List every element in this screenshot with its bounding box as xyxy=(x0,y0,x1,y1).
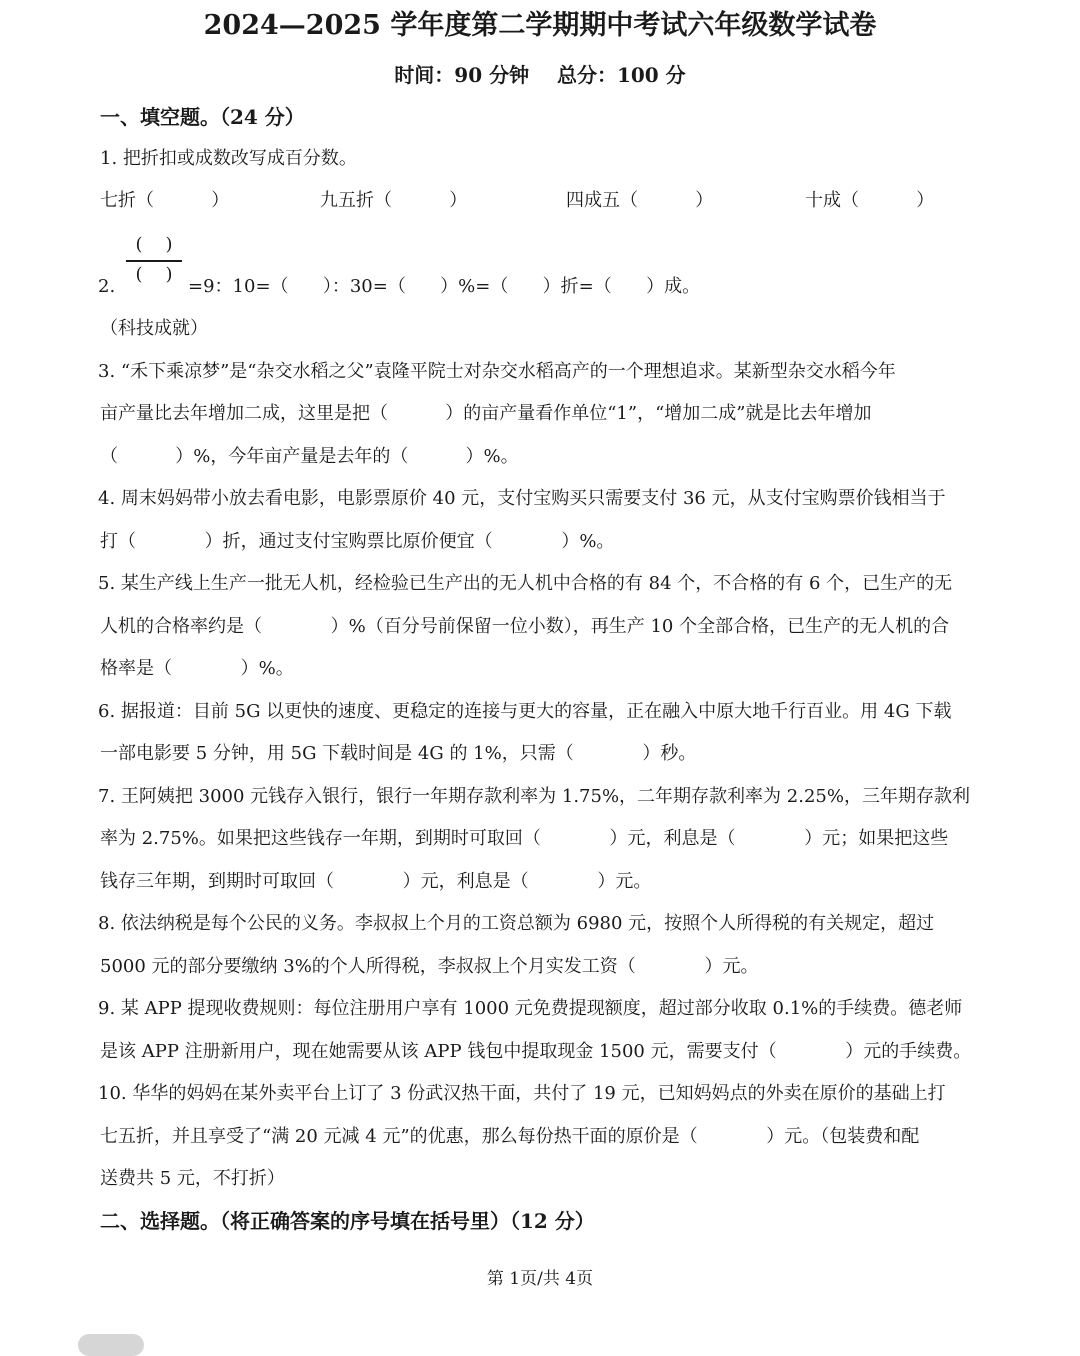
scroll-indicator xyxy=(78,1334,144,1356)
q1-item-jiuwuzhe: 九五折（ ） xyxy=(320,190,468,211)
q2-fraction-numerator: ( ) xyxy=(135,234,173,255)
q4-line-2: 打（ ）折，通过支付宝购票比原价便宜（ ）%。 xyxy=(100,531,615,552)
exam-subtitle: 时间：90 分钟 总分：100 分 xyxy=(394,63,686,87)
q9-line-2: 是该 APP 注册新用户，现在她需要从该 APP 钱包中提取现金 1500 元，需要支付（ ）元的手续费。 xyxy=(100,1041,972,1062)
section-1-heading: 一、填空题。（24 分） xyxy=(100,105,305,129)
q1-item-shicheng: 十成（ ） xyxy=(805,190,935,211)
q7-line-1: 7. 王阿姨把 3000 元钱存入银行，银行一年期存款利率为 1.75%，二年期存款利率为 2.25%，三年期存款利 xyxy=(98,786,970,807)
q5-line-1: 5. 某生产线上生产一批无人机，经检验已生产出的无人机中合格的有 84 个，不合格的有 6 个，已生产的无 xyxy=(98,573,953,594)
q1-item-qizhe: 七折（ ） xyxy=(100,190,230,211)
q5-line-2: 人机的合格率约是（ ）%（百分号前保留一位小数），再生产 10 个全部合格，已生产的无人机的合 xyxy=(100,616,950,637)
section-2-heading: 二、选择题。（将正确答案的序号填在括号里）（12 分） xyxy=(100,1209,595,1233)
q9-line-1: 9. 某 APP 提现收费规则：每位注册用户享有 1000 元免费提现额度，超过部分收取 0.1%的手续费。德老师 xyxy=(98,998,963,1019)
q2-number: 2. xyxy=(98,276,116,297)
q4-line-1: 4. 周末妈妈带小放去看电影，电影票原价 40 元，支付宝购买只需要支付 36 元，从支付宝购票价钱相当于 xyxy=(98,488,946,509)
q3-line-2: 亩产量比去年增加二成，这里是把（ ）的亩产量看作单位“1”，“增加二成”就是比去年增加 xyxy=(100,403,872,424)
q2-fraction-bar xyxy=(126,260,182,262)
q10-line-2: 七五折，并且享受了“满 20 元减 4 元”的优惠，那么每份热干面的原价是（ ）元。（包装费和配 xyxy=(100,1126,920,1147)
q7-line-3: 钱存三年期，到期时可取回（ ）元，利息是（ ）元。 xyxy=(100,871,652,892)
q3-line-1: 3. “禾下乘凉梦”是“杂交水稻之父”袁隆平院士对杂交水稻高产的一个理想追求。某新型杂交水稻今年 xyxy=(98,361,896,382)
q3-line-3: （ ）%，今年亩产量是去年的（ ）%。 xyxy=(100,446,519,467)
q8-line-2: 5000 元的部分要缴纳 3%的个人所得税，李叔叔上个月实发工资（ ）元。 xyxy=(100,956,759,977)
page-number: 第 1页/共 4页 xyxy=(486,1269,594,1289)
exam-title: 2024—2025 学年度第二学期期中考试六年级数学试卷 xyxy=(203,10,877,41)
q1-prompt: 1. 把折扣或成数改写成百分数。 xyxy=(100,148,357,169)
q10-line-1: 10. 华华的妈妈在某外卖平台上订了 3 份武汉热干面，共付了 19 元，已知妈妈点的外卖在原价的基础上打 xyxy=(98,1083,946,1104)
q2-expression: =9：10=（ ）：30=（ ）%=（ ）折=（ ）成。 xyxy=(188,276,701,297)
q10-line-3: 送费共 5 元，不打折） xyxy=(100,1168,285,1189)
q7-line-2: 率为 2.75%。如果把这些钱存一年期，到期时可取回（ ）元，利息是（ ）元；如果把这些 xyxy=(100,828,949,849)
q5-line-3: 格率是（ ）%。 xyxy=(100,658,294,679)
q6-line-1: 6. 据报道：目前 5G 以更快的速度、更稳定的连接与更大的容量，正在融入中原大地千行百业。用 4G 下载 xyxy=(98,701,952,722)
q2-fraction-denominator: ( ) xyxy=(135,264,173,285)
q1-item-sichengwu: 四成五（ ） xyxy=(566,190,714,211)
q2-fraction xyxy=(124,234,184,290)
q6-line-2: 一部电影要 5 分钟，用 5G 下载时间是 4G 的 1%，只需（ ）秒。 xyxy=(100,743,697,764)
q2-note: （科技成就） xyxy=(100,318,208,339)
q8-line-1: 8. 依法纳税是每个公民的义务。李叔叔上个月的工资总额为 6980 元，按照个人所得税的有关规定，超过 xyxy=(98,913,935,934)
